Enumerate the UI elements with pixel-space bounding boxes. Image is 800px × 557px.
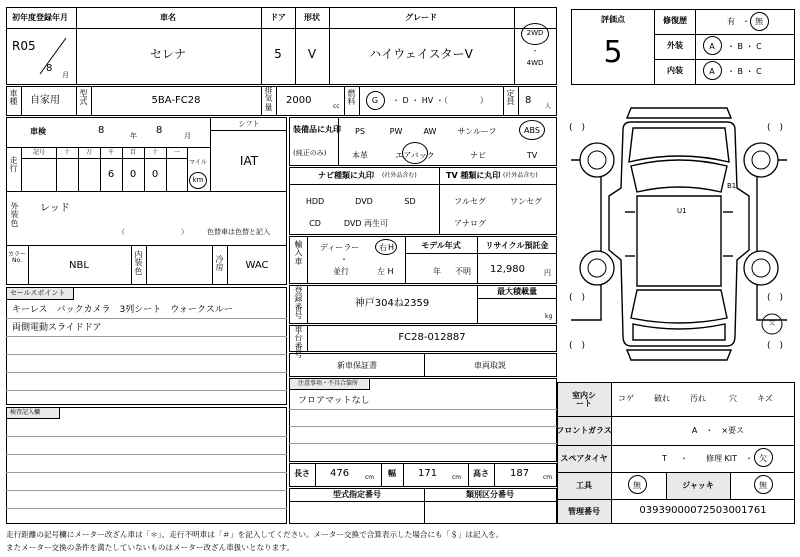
length-label: 長さ (294, 469, 310, 478)
max-load-unit: kg (545, 313, 553, 320)
spare-dot: ・ (680, 454, 688, 463)
displacement: 2000 (286, 95, 312, 106)
digit-label-6: 一 (173, 149, 181, 156)
exterior-label: 外装 (667, 41, 683, 50)
navi-dvd-play: DVD 再生可 (343, 219, 389, 228)
km-label: km (192, 176, 204, 184)
ac-label: 冷房 (215, 255, 224, 273)
diagram-b1: B1 (727, 182, 737, 190)
svg-text:( ): ( ) (767, 341, 784, 351)
color-label: 外装色 (10, 202, 19, 228)
height-value: 187 (510, 468, 530, 479)
shift-label: シフト (238, 120, 260, 128)
equipment-sub: (純正のみ) (293, 149, 327, 157)
equip-abs: ABS (524, 126, 540, 135)
tv-analog: アナログ (454, 219, 486, 228)
mile-label: マイル (189, 159, 207, 166)
capacity: 8 (525, 95, 532, 106)
repair-no: 無 (755, 17, 763, 26)
car-diagram (561, 100, 797, 370)
exterior-grade: A (709, 42, 715, 51)
digit-label-4: 百 (129, 149, 137, 156)
interior-seat-label: 室内シート (572, 391, 596, 408)
navi-dvd: DVD (355, 197, 373, 206)
jack-value: 無 (759, 481, 767, 490)
interior-label: 内装 (667, 66, 683, 75)
import-label: 輸入車 (294, 240, 303, 266)
sales-line-2: 両側電動スライドドア (12, 323, 102, 333)
sales-line-1: キーレス バックカメラ 3列シート ウォークスルー (12, 305, 233, 315)
ac-value: WAC (245, 260, 269, 271)
color-sub-paren: （ ） (118, 228, 188, 236)
import-right: 右 (379, 243, 387, 252)
drive-4wd: 4WD (526, 59, 544, 67)
inspector-label: 検査記入欄 (10, 409, 41, 416)
equip-pw: PW (389, 127, 403, 136)
interior-grade: A (709, 67, 715, 76)
seat-dirt: 汚れ (690, 394, 706, 403)
type-label: 型式 (79, 89, 88, 107)
repair-dot: ・ (742, 17, 750, 26)
inspector-box (6, 407, 287, 524)
footer-note-2: またメーター交換の条件を満たしていないものはメーター改ざん車扱いとなります。 (6, 543, 294, 552)
equip-aw: AW (423, 127, 437, 136)
model-year-unknown: 不明 (455, 267, 471, 276)
type-numbers-box (289, 488, 557, 524)
score-value: 5 (603, 35, 623, 70)
repair-yes: 有 (727, 17, 735, 26)
inspection-year-unit: 年 (130, 132, 137, 140)
digit-label-1: 十 (63, 149, 71, 156)
recycle-value: 12,980 (490, 264, 525, 275)
spare-dot-2: ・ (745, 454, 753, 463)
use-label: 車種 (9, 89, 18, 107)
chassis-label: 車台番号 (294, 325, 303, 360)
navi-hdd: HDD (305, 197, 325, 206)
seat-tear: 破れ (654, 394, 670, 403)
width-label: 幅 (388, 469, 396, 478)
grade-label: グレード (405, 13, 437, 22)
car-name-label: 車名 (160, 13, 176, 22)
navi-cd: CD (309, 219, 321, 228)
import-left: 左 H (377, 267, 394, 276)
drive-2wd: 2WD (526, 29, 544, 37)
seat-scratch: キズ (757, 394, 773, 403)
sales-points-label: セールスポイント (10, 289, 66, 297)
registration-label: 登録番号 (294, 286, 303, 321)
equip-sunroof: サンルーフ (457, 127, 497, 136)
jack-label: ジャッキ (682, 481, 714, 490)
plate-number: 神戸304ね2359 (354, 298, 430, 309)
digit-label-2: 万 (85, 149, 93, 156)
fuel-rest: ・ D ・ HV ・（ ） (392, 96, 488, 105)
tv-sub: (社外品含む) (503, 172, 538, 179)
width-unit: cm (452, 474, 462, 481)
tools-label: 工具 (576, 481, 592, 490)
recycle-label: リサイクル預託金 (485, 241, 549, 250)
import-dealer: ディーラー (320, 243, 360, 252)
tv-oneseg: ワンセグ (510, 197, 542, 206)
class-label: 類別区分番号 (466, 490, 514, 499)
color-no: NBL (69, 260, 89, 271)
doors-label: ドア (270, 13, 286, 22)
width-value: 171 (418, 468, 438, 479)
inspection-label: 車検 (30, 127, 46, 136)
guarantee-box (289, 353, 557, 377)
digit-label-3: 千 (107, 149, 115, 156)
car-name: セレナ (149, 47, 187, 61)
height-unit: cm (543, 474, 553, 481)
spare-label: スペアタイヤ (560, 454, 608, 463)
spare-t: T (662, 454, 667, 463)
glass-label: フロントガラス (556, 426, 612, 435)
import-h: H (388, 243, 395, 252)
warranty-label: 新車保証書 (337, 361, 377, 370)
doors-value: 5 (274, 47, 282, 61)
height-label: 高さ (473, 469, 489, 478)
inspection-year: 8 (98, 125, 105, 136)
reg-month-unit: 月 (62, 71, 69, 79)
spare-kit: 修理 KIT (706, 454, 738, 463)
diagram-ketsu: 欠 (768, 320, 776, 327)
notes-text: フロアマットなし (298, 396, 370, 406)
disp-label: 排気量 (264, 86, 273, 112)
notes-box (289, 378, 557, 462)
length-value: 476 (330, 468, 350, 479)
max-load-label: 最大積載量 (497, 287, 537, 296)
digit-label-5: 十 (151, 149, 159, 156)
equip-ps: PS (355, 127, 365, 136)
mgmt-label: 管理番号 (568, 507, 600, 516)
shape-label: 形状 (304, 13, 320, 22)
shape-value: V (307, 47, 317, 61)
digit-3: 6 (107, 169, 115, 180)
equip-airbag: エアバック (395, 151, 435, 160)
svg-text:( ): ( ) (569, 341, 586, 351)
color-value: レッド (40, 203, 70, 214)
equipment-label: 装備品に丸印 (293, 125, 341, 134)
shift-value: IAT (239, 154, 259, 168)
digit-4: 0 (129, 169, 137, 180)
svg-text:( ): ( ) (569, 123, 586, 133)
glass-value: A ・ ×要ス (691, 426, 745, 435)
digit-5: 0 (151, 169, 159, 180)
slash-divider (38, 36, 68, 76)
color-no-label: カラーNo. (8, 251, 27, 265)
inspection-month: 8 (156, 125, 163, 136)
notes-label: 注意事項・不具合箇所 (298, 380, 359, 387)
svg-text:( ): ( ) (569, 293, 586, 303)
inspection-month-unit: 月 (184, 132, 191, 140)
capacity-label: 定員 (506, 89, 515, 107)
score-label: 評価点 (601, 15, 625, 24)
model-year-unit: 年 (433, 267, 441, 276)
navi-sd: SD (404, 197, 416, 206)
manual-label: 車両取説 (474, 361, 506, 370)
capacity-unit: 人 (545, 103, 552, 110)
import-dot: ・ (340, 255, 348, 264)
chassis-value: FC28-012887 (398, 332, 466, 343)
footer-note-1: 走行距離の記号欄にメーター改ざん車は「＊」、走行不明車は「＃」を記入してください。メーター交換で合算表示した場合にも「＄」は記入を。 (6, 530, 504, 539)
svg-text:( ): ( ) (767, 123, 784, 133)
navi-label: ナビ種類に丸印 (318, 171, 374, 180)
grade-value: ハイウェイスターV (369, 47, 473, 61)
reg-era: R05 (12, 39, 36, 53)
designation-label: 型式指定番号 (333, 490, 381, 499)
import-parallel: 並行 (333, 267, 349, 276)
cc-unit: cc (333, 103, 340, 110)
repair-label: 修復歴 (663, 16, 687, 25)
tv-fullseg: フルセグ (454, 197, 486, 206)
exterior-rest: ・ B ・ C (727, 42, 762, 51)
drive-dot: ・ (531, 47, 539, 55)
equip-leather: 本革 (352, 151, 368, 160)
mark-label: 記号 (32, 149, 46, 156)
mgmt-value: 03939000072503001761 (639, 505, 767, 516)
reg-date-label: 初年度登録年月 (12, 13, 68, 22)
model-code: 5BA-FC28 (151, 95, 201, 106)
seat-burn: コゲ (618, 394, 634, 403)
equip-navi: ナビ (470, 151, 486, 160)
length-unit: cm (365, 474, 375, 481)
interior-rest: ・ B ・ C (727, 67, 762, 76)
fuel-label: 燃料 (347, 89, 356, 107)
use-value: 自家用 (30, 95, 60, 106)
tv-label: TV 種類に丸印 (446, 171, 501, 180)
model-year-label: モデル年式 (421, 241, 461, 250)
mileage-label: 走行 (9, 156, 18, 174)
int-color-label: 内装色 (134, 250, 143, 276)
svg-text:( ): ( ) (767, 293, 784, 303)
seat-hole: 穴 (729, 394, 737, 403)
reg-month: 8 (46, 63, 53, 74)
equip-tv: TV (526, 151, 538, 160)
color-sub-note: 色替車は色替と記入 (207, 228, 270, 236)
recycle-yen: 円 (544, 269, 551, 277)
diagram-u1: U1 (677, 207, 687, 215)
spare-missing: 欠 (759, 454, 767, 463)
fuel-g: G (371, 96, 379, 105)
navi-sub: (社外品含む) (382, 172, 417, 179)
tools-value: 無 (633, 481, 641, 490)
